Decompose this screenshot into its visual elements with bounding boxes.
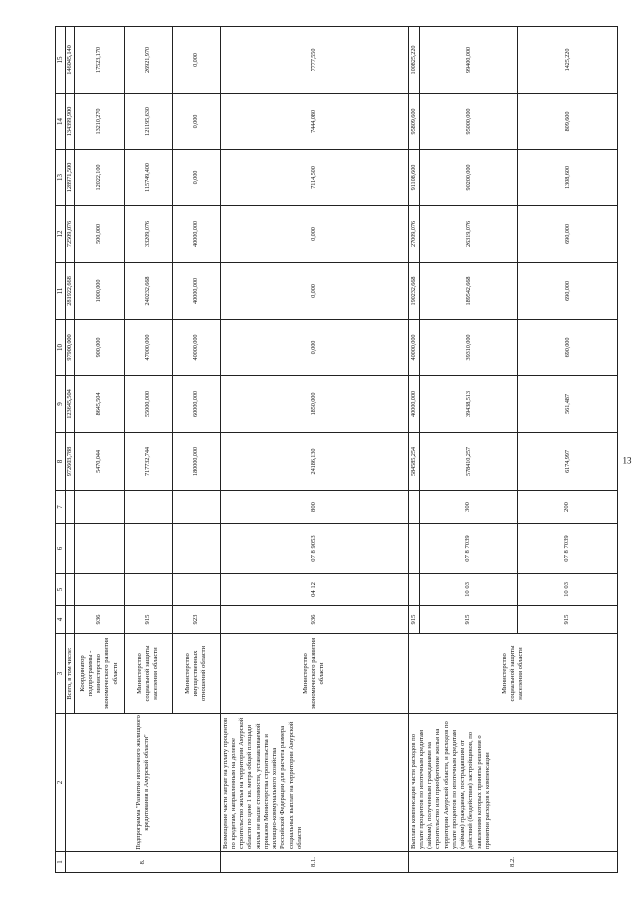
value-cell: 0,000 [220,263,408,320]
value-cell: 115749,400 [124,150,172,206]
cell: 10 03 [517,574,617,606]
cell: 915 [124,606,172,634]
column-number: 14 [56,94,66,150]
cell [408,574,419,606]
value-cell: 26921,970 [124,27,172,94]
row-number: 8.1. [220,852,408,873]
value-cell: 189542,668 [419,263,517,320]
cell: 915 [408,606,419,634]
cell: 07 8 7039 [419,524,517,574]
column-number: 2 [56,714,66,852]
column-number: 9 [56,376,66,433]
value-cell: 40000,000 [172,320,220,376]
value-cell: 5470,044 [74,433,124,491]
column-number: 4 [56,606,66,634]
value-cell: 24186,130 [220,433,408,491]
cell [74,574,124,606]
value-cell: 12022,100 [74,150,124,206]
subprogram-name: Подпрограмма "Развитие ипотечного жилищного кредитования в Амурской области" [65,714,220,852]
total-value: 281922,668 [65,263,74,320]
value-cell: 1425,220 [517,27,617,94]
cell: 04 12 [220,574,408,606]
value-cell: 690,000 [517,206,617,263]
page-number: 13 [622,455,632,466]
total-value: 972603,788 [65,433,74,491]
column-number-row [56,27,66,873]
value-cell: 0,000 [172,27,220,94]
cell: 915 [517,606,617,634]
cell: 936 [74,606,124,634]
column-number: 11 [56,263,66,320]
value-cell: 180000,000 [172,433,220,491]
column-number: 10 [56,320,66,376]
cell [124,491,172,524]
column-number: 3 [56,634,66,714]
cell: 800 [220,491,408,524]
column-number: 1 [56,852,66,873]
cell [124,524,172,574]
value-cell: 7777,550 [220,27,408,94]
cell [172,491,220,524]
table-row [220,27,408,873]
value-cell: 40000,000 [408,320,419,376]
value-cell: 27009,076 [408,206,419,263]
column-number: 6 [56,524,66,574]
value-cell: 121195,630 [124,94,172,150]
executor-cell: Министерство имущественных отношений области [172,634,220,714]
total-value: 72509,076 [65,206,74,263]
total-value: 146045,140 [65,27,74,94]
value-cell: 7444,080 [220,94,408,150]
value-cell: 690,000 [517,263,617,320]
value-cell: 584585,254 [408,433,419,491]
cell: 10 03 [419,574,517,606]
column-number: 5 [56,574,66,606]
value-cell: 1850,000 [220,376,408,433]
value-cell: 0,000 [220,206,408,263]
value-cell: 99400,000 [419,27,517,94]
value-cell: 7114,500 [220,150,408,206]
value-cell: 8645,504 [74,376,124,433]
value-cell: 100825,220 [408,27,419,94]
value-cell: 40000,000 [408,376,419,433]
measure-name: Возмещение части затрат на уплату процентов по кредитам, направленным на долевое строительство жилья на территории Амурской области по цене 1 кв. метра общей площади жилья не выше стоимости, устанавливаемой приказом Министерства строительства и жилищно-коммунального хозяйства Российской Федерации для расчета размера социальных выплат на территории Амурской области [220,714,408,852]
value-cell: 26319,076 [419,206,517,263]
value-cell: 91108,600 [408,150,419,206]
value-cell: 690,000 [517,320,617,376]
cell [408,524,419,574]
total-value: 97900,000 [65,320,74,376]
value-cell: 0,000 [172,94,220,150]
cell [172,574,220,606]
cell [74,524,124,574]
value-cell: 717732,744 [124,433,172,491]
total-value: 123645,504 [65,376,74,433]
row-number: 8.2. [408,852,617,873]
table-row [408,27,419,873]
measure-name: Выплата компенсации части расходов по уплате процентов по ипотечным кредитам (займам), полученным гражданами на строительство или приобретение жилья на территории Амурской области, и расходов по уплате процентов по ипотечным кредитам (займам) гражданам, пострадавшим от действий (бездействия) застройщиков, по заявлениям которых приняты решения о принятии расходов к компенсации [408,714,617,852]
executor-cell: Координатор подпрограммы - министерство экономического развития области [74,634,124,714]
cell: 915 [419,606,517,634]
executor-cell: Министерство социальной защиты населения области [408,634,617,714]
value-cell: 809,600 [517,94,617,150]
value-cell: 95809,600 [408,94,419,150]
column-number: 13 [56,150,66,206]
value-cell: 17523,170 [74,27,124,94]
total-value: 128971,500 [65,150,74,206]
column-number: 8 [56,433,66,491]
cell [408,491,419,524]
row-number: 8. [65,852,220,873]
value-cell: 0,000 [172,150,220,206]
value-cell: 39438,513 [419,376,517,433]
table-row [65,27,74,873]
value-cell: 60000,000 [172,376,220,433]
executor-cell: Министерство социальной защиты населения области [124,634,172,714]
budget-table [55,26,618,873]
value-cell: 561,487 [517,376,617,433]
value-cell: 6174,997 [517,433,617,491]
value-cell: 40000,000 [172,206,220,263]
value-cell: 1308,600 [517,150,617,206]
cell: 300 [419,491,517,524]
value-cell: 190232,668 [408,263,419,320]
value-cell: 0,000 [220,320,408,376]
executor-cell: Министерство экономического развития области [220,634,408,714]
cell: 07 8 7039 [517,524,617,574]
value-cell: 578410,257 [419,433,517,491]
column-number: 7 [56,491,66,524]
value-cell: 39310,000 [419,320,517,376]
value-cell: 500,000 [74,206,124,263]
value-cell: 40000,000 [172,263,220,320]
value-cell: 13210,270 [74,94,124,150]
cell [172,524,220,574]
value-cell: 33209,076 [124,206,172,263]
column-number: 15 [56,27,66,94]
cell: 936 [220,606,408,634]
value-cell: 55000,000 [124,376,172,433]
value-cell: 90200,000 [419,150,517,206]
cell: 07 8 9053 [220,524,408,574]
cell: 923 [172,606,220,634]
value-cell: 900,000 [74,320,124,376]
value-cell: 95000,000 [419,94,517,150]
cell [124,574,172,606]
total-value: 134399,900 [65,94,74,150]
value-cell: 47000,000 [124,320,172,376]
cell [74,491,124,524]
value-cell: 1000,000 [74,263,124,320]
column-number: 12 [56,206,66,263]
value-cell: 240232,668 [124,263,172,320]
cell: 200 [517,491,617,524]
total-label: Всего, в том числе: [65,634,74,714]
